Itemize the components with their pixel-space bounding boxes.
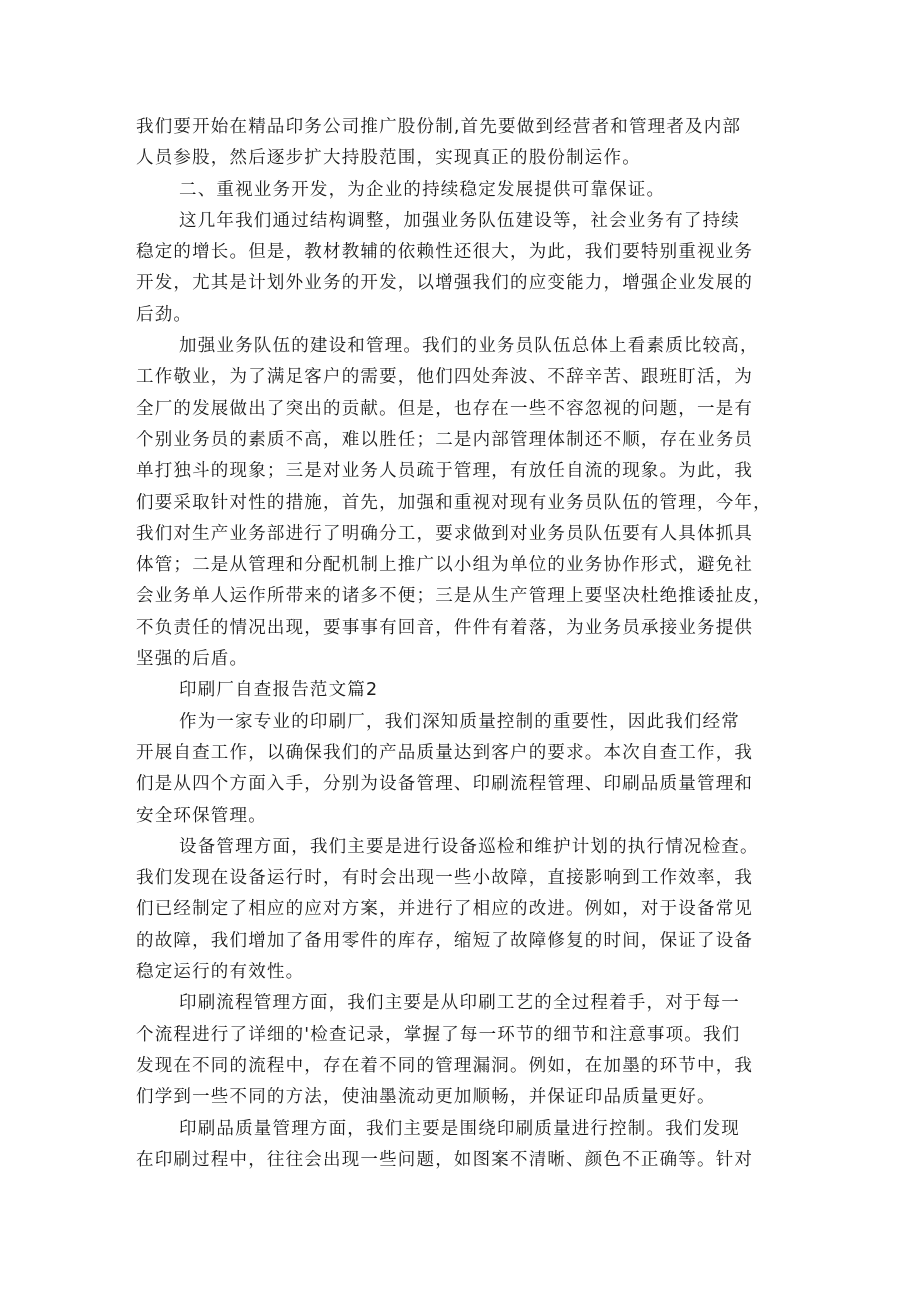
- text-line: 我们对生产业务部进行了明确分工，要求做到对业务员队伍要有人具体抓具: [136, 523, 754, 544]
- text-line: 会业务单人运作所带来的诸多不便；三是从生产管理上要坚决杜绝推诿扯皮，: [136, 586, 772, 607]
- text-line: 在印刷过程中，往往会出现一些问题，如图案不清晰、颜色不正确等。针对: [136, 1149, 754, 1170]
- text-line: 们学到一些不同的方法，使油墨流动更加顺畅，并保证印品质量更好。: [136, 1087, 716, 1108]
- text-line: 加强业务队伍的建设和管理。我们的业务员队伍总体上看素质比较高，: [179, 336, 759, 357]
- text-line: 作为一家专业的印刷厂，我们深知质量控制的重要性，因此我们经常: [179, 711, 740, 732]
- text-line: 的故障，我们增加了备用零件的库存，缩短了故障修复的时间，保证了设备: [136, 930, 754, 951]
- text-line: 不负责任的情况出现，要事事有回音，件件有着落，为业务员承接业务提供: [136, 617, 754, 638]
- text-line: 安全环保管理。: [136, 805, 267, 826]
- text-line: 我们要开始在精品印务公司推广股份制,首先要做到经营者和管理者及内部: [136, 117, 742, 137]
- text-line: 印刷厂自查报告范文篇2: [179, 680, 379, 701]
- text-line: 个别业务员的素质不高，难以胜任；二是内部管理体制还不顺，存在业务员: [136, 429, 754, 450]
- text-line: 开发，尤其是计划外业务的开发，以增强我们的应变能力，增强企业发展的: [136, 273, 754, 294]
- text-line: 印刷流程管理方面，我们主要是从印刷工艺的全过程着手，对于每一: [179, 993, 740, 1014]
- text-line: 全厂的发展做出了突出的贡献。但是，也存在一些不容忽视的问题，一是有: [136, 398, 754, 419]
- text-line: 设备管理方面，我们主要是进行设备巡检和维护计划的执行情况检查。: [179, 836, 759, 857]
- text-line: 印刷品质量管理方面，我们主要是围绕印刷质量进行控制。我们发现: [179, 1118, 740, 1139]
- text-line: 稳定运行的有效性。: [136, 962, 305, 983]
- text-line: 体管；二是从管理和分配机制上推广以小组为单位的业务协作形式，避免社: [136, 555, 754, 576]
- text-line: 发现在不同的流程中，存在着不同的管理漏洞。例如，在加墨的环节中，我: [136, 1055, 754, 1076]
- text-line: 稳定的增长。但是，教材教辅的依赖性还很大，为此，我们要特别重视业务: [136, 242, 754, 263]
- text-line: 们要采取针对性的措施，首先，加强和重视对现有业务员队伍的管理，今年，: [136, 492, 772, 513]
- text-line: 这几年我们通过结构调整，加强业务队伍建设等，社会业务有了持续: [179, 210, 740, 231]
- text-line: 人员参股，然后逐步扩大持股范围，实现真正的股份制运作。: [136, 148, 641, 169]
- text-line: 开展自查工作，以确保我们的产品质量达到客户的要求。本次自查工作，我: [136, 742, 754, 763]
- text-line: 我们发现在设备运行时，有时会出现一些小故障，直接影响到工作效率，我: [136, 868, 754, 889]
- text-line: 们是从四个方面入手，分别为设备管理、印刷流程管理、印刷品质量管理和: [136, 774, 754, 795]
- text-line: 坚强的后盾。: [136, 649, 249, 670]
- document-body: [136, 112, 794, 1176]
- text-line: 个流程进行了详细的'检查记录，掌握了每一环节的细节和注意事项。我们: [136, 1024, 741, 1045]
- text-line: 们已经制定了相应的应对方案，并进行了相应的改进。例如，对于设备常见: [136, 899, 754, 920]
- text-line: 后劲。: [136, 304, 193, 325]
- text-line: 二、重视业务开发，为企业的持续稳定发展提供可靠保证。: [179, 179, 666, 200]
- text-line: 工作敬业，为了满足客户的需要，他们四处奔波、不辞辛苦、跟班盯活，为: [136, 367, 754, 388]
- text-line: 单打独斗的现象；三是对业务人员疏于管理，有放任自流的现象。为此，我: [136, 461, 754, 482]
